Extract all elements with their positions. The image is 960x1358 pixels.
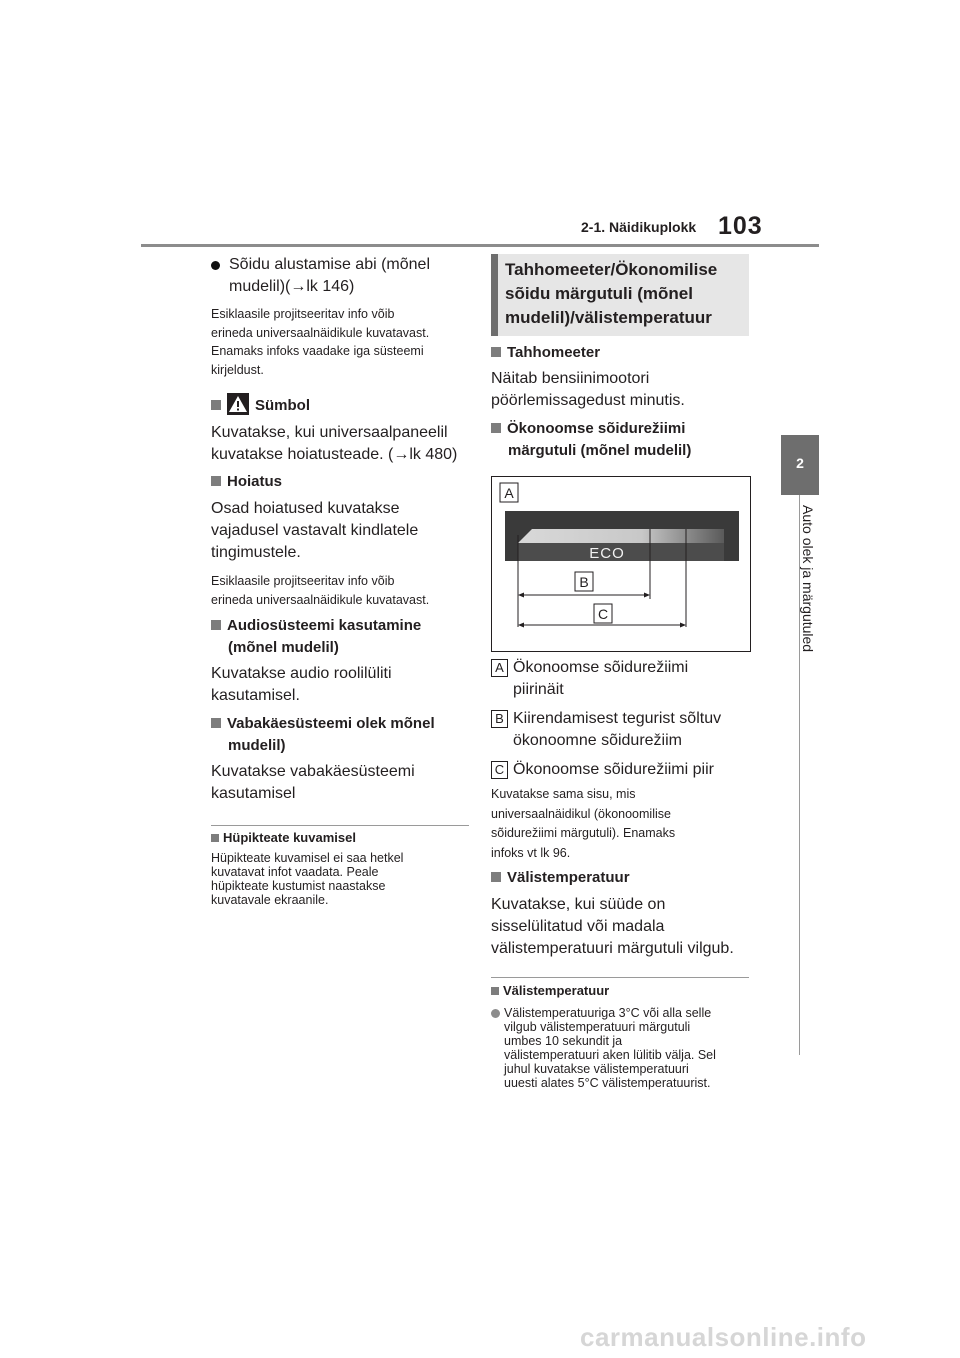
text-line: kasutamisel bbox=[211, 785, 296, 802]
symbol-text bbox=[211, 422, 481, 466]
eco-heading-line-2: märgutuli (mõnel mudelil) bbox=[508, 442, 692, 459]
legend-line: Ökonoomse sõidurežiimi bbox=[513, 659, 689, 676]
note-line: universaalnäidikul (ökonoomilise bbox=[491, 806, 671, 821]
handsfree-text bbox=[211, 761, 481, 805]
note-line: umbes 10 sekundit ja bbox=[504, 1034, 623, 1048]
text-line: Kuvatakse, kui universaalpaneelil bbox=[211, 424, 448, 441]
note-divider bbox=[211, 825, 469, 826]
header-divider bbox=[141, 244, 819, 247]
text-line: tingimustele. bbox=[211, 544, 301, 561]
warning-heading-text: Hoiatus bbox=[227, 473, 283, 490]
square-bullet-icon bbox=[491, 872, 501, 882]
eco-note bbox=[491, 785, 751, 863]
square-bullet-icon bbox=[211, 476, 221, 486]
symbol-heading bbox=[211, 393, 310, 417]
warning-text bbox=[211, 498, 481, 564]
eco-indicator-figure bbox=[491, 476, 751, 652]
square-bullet-icon bbox=[211, 834, 219, 842]
note-line: Välistemperatuuriga 3°C või alla selle bbox=[504, 1006, 712, 1020]
text-line: Näitab bensiinimootori bbox=[491, 370, 650, 387]
square-bullet-icon bbox=[491, 347, 501, 357]
legend-line: ökonoomne sõidurežiim bbox=[513, 732, 682, 749]
eco-indicator-illustration bbox=[492, 477, 750, 651]
square-bullet-icon bbox=[211, 718, 221, 728]
note-line: Esiklaasile projitseeritav info võib bbox=[211, 307, 395, 321]
text-line: välistemperatuuri märgutuli vilgub. bbox=[491, 940, 734, 957]
chapter-title: Auto olek ja märgutuled bbox=[800, 505, 816, 653]
tacho-text bbox=[491, 368, 749, 412]
popup-heading bbox=[211, 830, 356, 845]
square-bullet-icon bbox=[491, 423, 501, 433]
text-line: kuvatakse hoiatusteade. (→lk 480) bbox=[211, 446, 458, 463]
legend-b bbox=[491, 708, 751, 752]
note-line: erineda universaalnäidikule kuvatavast. bbox=[211, 592, 430, 607]
audio-heading-line-1: Audiosüsteemi kasutamine bbox=[227, 617, 422, 634]
outside-temp-heading bbox=[491, 867, 630, 889]
section-header-title bbox=[505, 258, 745, 330]
audio-text bbox=[211, 663, 481, 707]
eco-label: ECO bbox=[589, 545, 625, 562]
eco-heading-line-1: Ökonoomse sõidurežiimi bbox=[507, 420, 686, 437]
tacho-heading-text: Tahhomeeter bbox=[507, 344, 601, 361]
note-line: Enamaks infoks vaadake iga süsteemi bbox=[211, 344, 424, 358]
note-line: uuesti alates 5°C välistemperatuurist. bbox=[504, 1076, 711, 1090]
note-line: Esiklaasile projitseeritav info võib bbox=[211, 574, 395, 588]
legend-line: piirinäit bbox=[513, 681, 564, 698]
figure-label-c: C bbox=[597, 606, 609, 622]
legend-key-c: C bbox=[491, 761, 508, 779]
audio-heading-line-2: (mõnel mudelil) bbox=[228, 639, 339, 656]
chapter-number: 2 bbox=[796, 455, 804, 471]
section-title: 2-1. Näidikuplokk bbox=[581, 219, 697, 235]
section-header-accent bbox=[491, 254, 498, 336]
legend-c bbox=[491, 759, 751, 781]
note-line: infoks vt lk 96. bbox=[491, 845, 571, 860]
text-line: kuvatavat infot vaadata. Peale bbox=[211, 865, 379, 879]
popup-text bbox=[211, 851, 471, 907]
symbol-heading-text: Sümbol bbox=[255, 397, 310, 414]
note-line: vilgub välistemperatuuri märgutuli bbox=[504, 1020, 691, 1034]
warning-triangle-icon bbox=[227, 393, 249, 415]
text-line: Osad hoiatused kuvatakse bbox=[211, 500, 400, 517]
note-line: kirjeldust. bbox=[211, 362, 264, 377]
square-bullet-icon bbox=[491, 987, 499, 995]
outside-note-heading bbox=[491, 983, 609, 998]
handsfree-heading-line-2: mudelil) bbox=[228, 737, 286, 754]
figure-label-a: A bbox=[504, 485, 514, 501]
figure-label-b: B bbox=[579, 574, 589, 590]
outside-temp-text bbox=[491, 894, 761, 960]
legend-key-b: B bbox=[491, 710, 508, 728]
text-line: Kuvatakse vabakäesüsteemi bbox=[211, 763, 415, 780]
popup-heading-text: Hüpikteate kuvamisel bbox=[223, 830, 356, 845]
note-projection-2 bbox=[211, 572, 481, 609]
note-line: juhul kuvatakse välistemperatuuri bbox=[504, 1062, 689, 1076]
text-line: vajadusel vastavalt kindlatele bbox=[211, 522, 419, 539]
title-line: sõidu märgutuli (mõnel bbox=[505, 284, 693, 303]
warning-heading bbox=[211, 471, 282, 493]
text-line: kuvatavale ekraanile. bbox=[211, 893, 329, 907]
square-bullet-icon bbox=[211, 400, 221, 410]
bullet-dot-icon bbox=[211, 261, 220, 270]
note-line: erineda universaalnäidikule kuvatavast. bbox=[211, 325, 430, 340]
title-line: Tahhomeeter/Ökonomilise bbox=[505, 260, 718, 279]
bullet-line-1: Sõidu alustamise abi (mõnel bbox=[229, 256, 430, 273]
outside-note-heading-text: Välistemperatuur bbox=[503, 983, 610, 998]
text-line: Kuvatakse audio roolilüliti bbox=[211, 665, 392, 682]
note-line: Kuvatakse sama sisu, mis bbox=[491, 787, 636, 801]
legend-a bbox=[491, 657, 751, 701]
note-line: välistemperatuuri aken lülitib välja. Sel bbox=[504, 1048, 716, 1062]
outside-note bbox=[491, 1006, 751, 1090]
handsfree-heading bbox=[211, 713, 435, 757]
handsfree-heading-line-1: Vabakäesüsteemi olek mõnel bbox=[227, 715, 435, 732]
bullet-dot-icon bbox=[491, 1009, 500, 1018]
tacho-heading bbox=[491, 342, 600, 364]
legend-line: Kiirendamisest tegurist sõltuv bbox=[513, 710, 722, 727]
text-line: sisselülitatud või madala bbox=[491, 918, 665, 935]
text-line: Kuvatakse, kui süüde on bbox=[491, 896, 666, 913]
eco-heading bbox=[491, 418, 691, 462]
text-line: Hüpikteate kuvamisel ei saa hetkel bbox=[211, 851, 404, 865]
text-line: hüpikteate kustumist naastakse bbox=[211, 879, 386, 893]
title-line: mudelil)/välistemperatuur bbox=[505, 308, 712, 327]
legend-line: Ökonoomse sõidurežiimi piir bbox=[513, 761, 714, 778]
bullet-line-2: mudelil)(→lk 146) bbox=[229, 278, 355, 295]
square-bullet-icon bbox=[211, 620, 221, 630]
watermark: carmanualsonline.info bbox=[580, 1322, 867, 1352]
text-line: pöörlemissagedust minutis. bbox=[491, 392, 685, 409]
page-number: 103 bbox=[718, 212, 763, 240]
text-line: kasutamisel. bbox=[211, 687, 300, 704]
outside-heading-text: Välistemperatuur bbox=[507, 869, 630, 886]
note-line: sõidurežiimi märgutuli). Enamaks bbox=[491, 826, 676, 840]
note-divider bbox=[491, 977, 749, 978]
note-projection-1 bbox=[211, 305, 471, 379]
audio-heading bbox=[211, 615, 421, 659]
legend-key-a: A bbox=[491, 659, 508, 677]
